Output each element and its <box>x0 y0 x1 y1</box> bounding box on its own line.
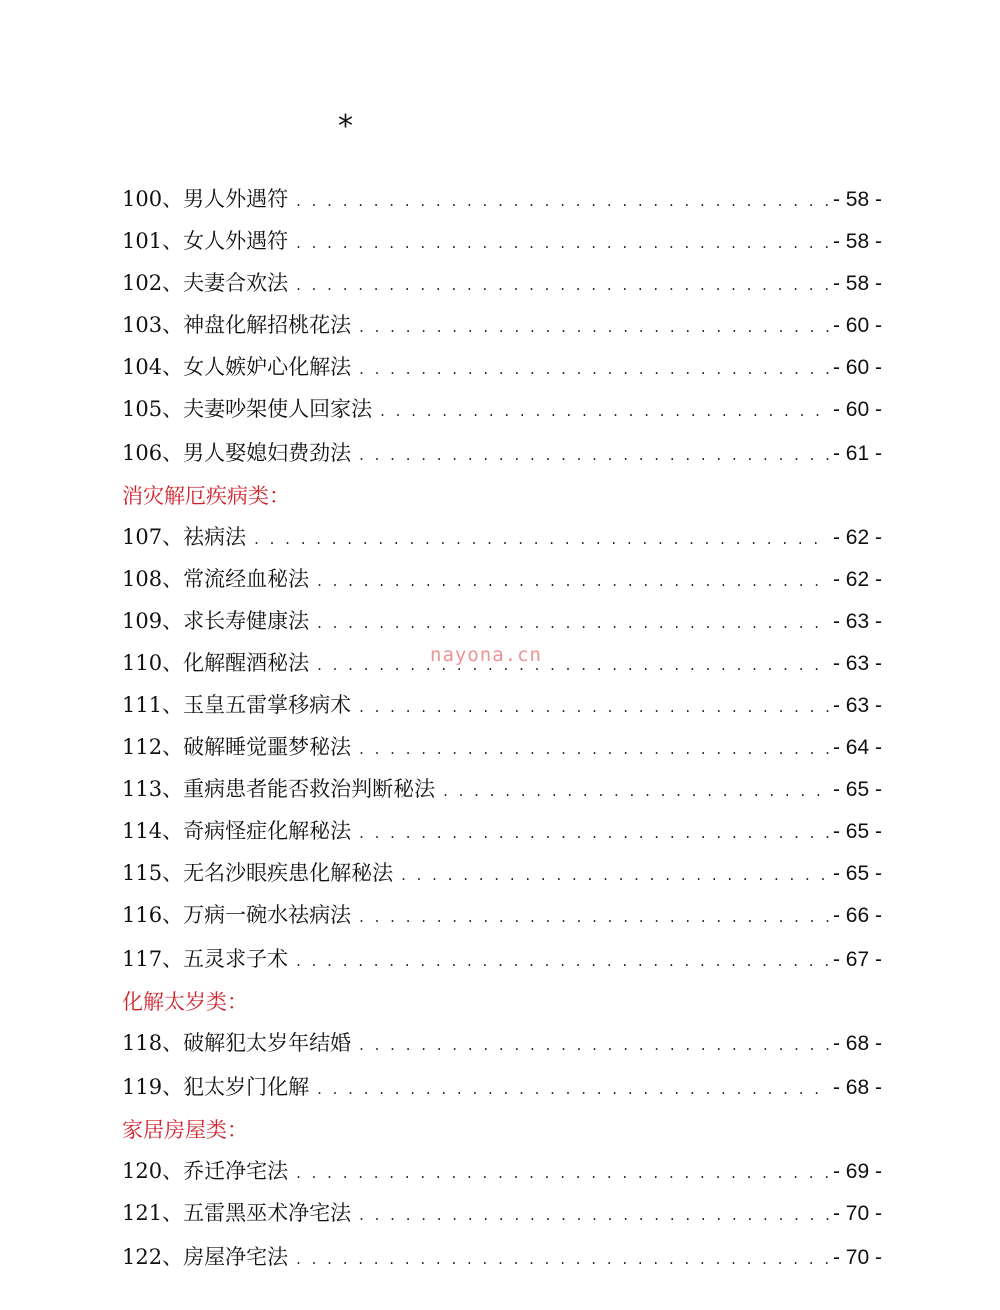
toc-entry-title: 求长寿健康法 <box>183 609 310 633</box>
toc-entry-separator: 、 <box>162 229 184 253</box>
toc-entry-title: 化解醒酒秘法 <box>183 651 310 675</box>
toc-entry-separator: 、 <box>162 1075 184 1099</box>
toc-entry-page: - 58 - <box>832 188 882 211</box>
toc-entry[interactable] <box>122 516 882 558</box>
toc-entry-number: 108 <box>122 567 163 591</box>
toc-dot-leader <box>317 644 829 686</box>
toc-dot-leader <box>296 180 829 222</box>
toc-entry-number: 113 <box>122 777 163 801</box>
toc-entry-separator: 、 <box>162 819 184 843</box>
toc-entry[interactable] <box>122 1150 882 1192</box>
toc-entry-separator: 、 <box>162 693 184 717</box>
toc-entry-page: - 69 - <box>832 1160 882 1183</box>
toc-entry-title: 房屋净宅法 <box>183 1245 289 1269</box>
toc-entry-separator: 、 <box>162 1031 184 1055</box>
toc-entry-number: 116 <box>122 903 163 927</box>
toc-dot-leader <box>317 560 829 602</box>
toc-dot-leader <box>380 390 829 432</box>
toc-entry-page: - 58 - <box>832 272 882 295</box>
toc-entry-number: 112 <box>122 735 163 759</box>
toc-entry-separator: 、 <box>162 187 184 211</box>
toc-entry-number: 117 <box>122 947 163 971</box>
toc-dot-leader <box>296 938 829 984</box>
toc-entry[interactable] <box>122 1064 882 1110</box>
toc-dot-leader <box>359 812 829 854</box>
toc-entry-number: 114 <box>122 819 163 843</box>
toc-entry-separator: 、 <box>162 609 184 633</box>
toc-entry-title: 玉皇五雷掌移病术 <box>183 693 352 717</box>
toc-entry-title: 夫妻合欢法 <box>183 271 289 295</box>
toc-entry-separator: 、 <box>162 735 184 759</box>
toc-entry[interactable] <box>122 1234 882 1280</box>
toc-dot-leader <box>359 1194 829 1236</box>
toc-entry-number: 105 <box>122 397 163 421</box>
toc-entry-page: - 60 - <box>832 314 882 337</box>
toc-entry-title: 无名沙眼疾患化解秘法 <box>183 861 394 885</box>
toc-dot-leader <box>296 264 829 306</box>
toc-entry-number: 110 <box>122 651 163 675</box>
toc-entry-number: 106 <box>122 441 163 465</box>
toc-dot-leader <box>296 1152 829 1194</box>
toc-entry[interactable] <box>122 262 882 304</box>
table-of-contents <box>122 178 882 1280</box>
toc-entry[interactable] <box>122 430 882 476</box>
toc-entry-separator: 、 <box>162 947 184 971</box>
toc-entry[interactable] <box>122 894 882 936</box>
toc-entry-title: 男人外遇符 <box>183 187 289 211</box>
toc-entry-title: 五灵求子术 <box>183 947 289 971</box>
toc-entry-title: 奇病怪症化解秘法 <box>183 819 352 843</box>
toc-dot-leader <box>359 896 829 938</box>
section-heading: 消灾解厄疾病类： <box>122 484 290 508</box>
toc-entry-separator: 、 <box>162 397 184 421</box>
toc-entry-title: 犯太岁门化解 <box>183 1075 310 1099</box>
toc-entry-title: 夫妻吵架使人回家法 <box>183 397 373 421</box>
toc-entry-page: - 64 - <box>832 736 882 759</box>
toc-entry-title: 常流经血秘法 <box>183 567 310 591</box>
toc-entry-title: 破解睡觉噩梦秘法 <box>183 735 352 759</box>
toc-dot-leader <box>401 854 829 896</box>
toc-entry-title: 重病患者能否救治判断秘法 <box>183 777 436 801</box>
toc-entry-page: - 65 - <box>832 778 882 801</box>
toc-entry-page: - 61 - <box>832 442 882 465</box>
toc-entry-page: - 60 - <box>832 398 882 421</box>
toc-entry-separator: 、 <box>162 271 184 295</box>
toc-entry[interactable] <box>122 346 882 388</box>
toc-entry[interactable] <box>122 852 882 894</box>
toc-entry[interactable] <box>122 388 882 430</box>
toc-entry-separator: 、 <box>162 1245 184 1269</box>
toc-entry-page: - 65 - <box>832 862 882 885</box>
toc-entry[interactable] <box>122 810 882 852</box>
toc-entry-separator: 、 <box>162 651 184 675</box>
toc-entry-number: 102 <box>122 271 163 295</box>
toc-entry-title: 女人嫉妒心化解法 <box>183 355 352 379</box>
toc-dot-leader <box>443 770 829 812</box>
toc-entry-title: 男人娶媳妇费劲法 <box>183 441 352 465</box>
toc-entry[interactable] <box>122 558 882 600</box>
toc-entry-page: - 63 - <box>832 652 882 675</box>
toc-dot-leader <box>317 1066 829 1112</box>
toc-entry-number: 121 <box>122 1201 163 1225</box>
toc-entry[interactable] <box>122 178 882 220</box>
toc-entry-number: 118 <box>122 1031 163 1055</box>
toc-entry-page: - 60 - <box>832 356 882 379</box>
toc-entry-page: - 67 - <box>832 948 882 971</box>
toc-entry-number: 103 <box>122 313 163 337</box>
toc-entry-page: - 66 - <box>832 904 882 927</box>
toc-entry[interactable] <box>122 936 882 982</box>
toc-entry-number: 120 <box>122 1159 163 1183</box>
toc-entry-title: 五雷黑巫术净宅法 <box>183 1201 352 1225</box>
toc-dot-leader <box>359 306 829 348</box>
page-marker: * <box>338 109 353 144</box>
toc-entry-separator: 、 <box>162 903 184 927</box>
toc-dot-leader <box>296 1236 829 1282</box>
toc-entry-title: 祛病法 <box>183 525 247 549</box>
toc-entry-page: - 62 - <box>832 526 882 549</box>
toc-entry-page: - 62 - <box>832 568 882 591</box>
toc-entry-number: 107 <box>122 525 163 549</box>
toc-entry-number: 101 <box>122 229 163 253</box>
toc-dot-leader <box>317 602 829 644</box>
toc-entry-page: - 65 - <box>832 820 882 843</box>
toc-entry-title: 破解犯太岁年结婚 <box>183 1031 352 1055</box>
toc-entry-page: - 70 - <box>832 1246 882 1269</box>
toc-entry[interactable] <box>122 768 882 810</box>
toc-entry-separator: 、 <box>162 861 184 885</box>
toc-entry-separator: 、 <box>162 567 184 591</box>
toc-dot-leader <box>359 432 829 478</box>
toc-entry-page: - 68 - <box>832 1076 882 1099</box>
toc-dot-leader <box>359 1024 829 1066</box>
watermark: nayona.cn <box>430 644 542 666</box>
toc-entry-page: - 63 - <box>832 694 882 717</box>
toc-entry-number: 115 <box>122 861 163 885</box>
toc-dot-leader <box>359 348 829 390</box>
toc-entry-title: 女人外遇符 <box>183 229 289 253</box>
toc-entry-page: - 70 - <box>832 1202 882 1225</box>
toc-dot-leader <box>296 222 829 264</box>
toc-entry-number: 109 <box>122 609 163 633</box>
toc-entry-separator: 、 <box>162 1159 184 1183</box>
toc-dot-leader <box>254 518 829 560</box>
section-heading: 家居房屋类： <box>122 1118 248 1142</box>
toc-entry-number: 119 <box>122 1075 163 1099</box>
toc-entry-separator: 、 <box>162 441 184 465</box>
toc-entry-number: 100 <box>122 187 163 211</box>
toc-entry[interactable] <box>122 304 882 346</box>
toc-entry[interactable] <box>122 600 882 642</box>
toc-entry-separator: 、 <box>162 1201 184 1225</box>
toc-dot-leader <box>359 686 829 728</box>
toc-entry-number: 111 <box>122 693 163 717</box>
toc-entry[interactable] <box>122 220 882 262</box>
toc-entry[interactable] <box>122 726 882 768</box>
toc-entry-separator: 、 <box>162 355 184 379</box>
toc-entry-page: - 58 - <box>832 230 882 253</box>
toc-entry[interactable] <box>122 1192 882 1234</box>
toc-entry-title: 万病一碗水祛病法 <box>183 903 352 927</box>
toc-entry[interactable] <box>122 684 882 726</box>
toc-entry-number: 122 <box>122 1245 163 1269</box>
toc-entry-title: 乔迁净宅法 <box>183 1159 289 1183</box>
toc-entry-separator: 、 <box>162 777 184 801</box>
toc-entry-separator: 、 <box>162 313 184 337</box>
toc-entry-page: - 63 - <box>832 610 882 633</box>
toc-entry[interactable] <box>122 1022 882 1064</box>
toc-entry-separator: 、 <box>162 525 184 549</box>
toc-entry-number: 104 <box>122 355 163 379</box>
toc-dot-leader <box>359 728 829 770</box>
section-heading: 化解太岁类： <box>122 990 248 1014</box>
toc-entry-page: - 68 - <box>832 1032 882 1055</box>
toc-entry-title: 神盘化解招桃花法 <box>183 313 352 337</box>
